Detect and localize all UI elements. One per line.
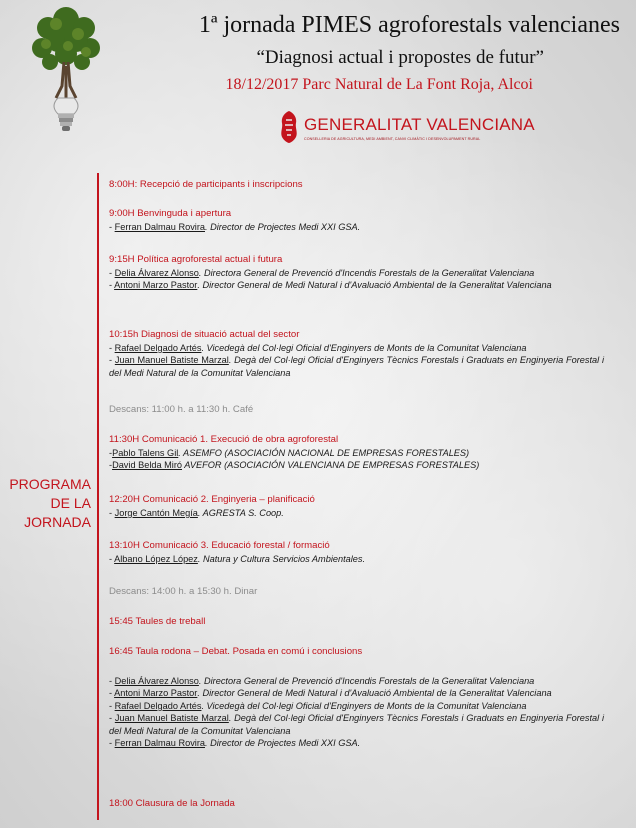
speaker-role: . Degà del Col·legi Oficial d'Enginyers Tècnics Forestals i Graduats en Enginyeria Forestal i del Medi Natural de la Comunitat Valenciana — [109, 713, 604, 736]
section-title: 15:45 Taules de treball — [109, 616, 206, 627]
speaker-name: Rafael Delgado Artés — [114, 343, 202, 353]
speaker-role: . Director de Projectes Medi XXI GSA. — [205, 738, 361, 749]
section-title: 12:20H Comunicació 2. Enginyeria – planificació — [109, 494, 315, 505]
speaker-line: - Albano López López. Natura y Cultura Servicios Ambientales. — [109, 554, 366, 564]
section-title: 8:00H: Recepció de participants i inscripcions — [109, 179, 303, 190]
speaker-name: Delia Álvarez Alonso — [114, 676, 199, 686]
speaker-line: - Juan Manuel Batiste Marzal. Degà del Col·legi Oficial d'Enginyers Tècnics Forestals i Graduats en Enginyeria Forestal i del Medi Natural de la Comunitat Valenciana — [109, 713, 604, 736]
speaker-name: Delia Álvarez Alonso — [114, 268, 199, 278]
speaker-role: . Director General de Medi Natural i d'Avaluació Ambiental de la Generalitat Valenciana — [197, 280, 552, 291]
section-title: 16:45 Taula rodona – Debat. Posada en comú i conclusions — [109, 646, 363, 657]
speaker-name: Antoni Marzo Pastor — [114, 688, 198, 699]
speaker-line: - Ferran Dalmau Rovira. Director de Projectes Medi XXI GSA. — [109, 738, 361, 749]
section-title: 13:10H Comunicació 3. Educació forestal / formació — [109, 540, 330, 551]
speaker-line: -Pablo Talens Gil. ASEMFO (ASOCIACIÓN NACIONAL DE EMPRESAS FORESTALES) — [109, 448, 470, 458]
program-section — [109, 207, 604, 233]
speaker-line: - Rafael Delgado Artés. Vicedegà del Col·legi Oficial d'Enginyers de Monts de la Comunitat Valenciana — [109, 343, 527, 353]
section-title: 9:00H Benvinguda i apertura — [109, 208, 232, 219]
speaker-line: - Delia Álvarez Alonso. Directora General de Prevenció d'Incendis Forestals de la Generalitat Valenciana — [109, 676, 535, 686]
program-section — [109, 433, 604, 472]
speaker-role: . Directora General de Prevenció d'Incendis Forestals de la Generalitat Valenciana — [198, 268, 535, 278]
speaker-line: - Jorge Cantón Megía. AGRESTA S. Coop. — [109, 508, 284, 518]
speaker-name: Juan Manuel Batiste Marzal — [114, 713, 229, 724]
speaker-role: . Vicedegà del Col·legi Oficial d'Enginyers de Monts de la Comunitat Valenciana — [201, 700, 527, 711]
speaker-name: Rafael Delgado Artés — [114, 700, 202, 711]
speaker-name: Ferran Dalmau Rovira — [114, 738, 205, 749]
program-section — [109, 539, 604, 565]
program-divider-line — [97, 173, 99, 820]
speaker-line: - Delia Álvarez Alonso. Directora General de Prevenció d'Incendis Forestals de la Generalitat Valenciana — [109, 268, 535, 278]
program-break — [109, 403, 604, 417]
speaker-name: Albano López López — [114, 554, 198, 564]
program-section — [109, 178, 604, 192]
program-section — [109, 493, 604, 519]
side-label-line: DE LA — [50, 495, 91, 511]
speaker-role: . Directora General de Prevenció d'Incendis Forestals de la Generalitat Valenciana — [198, 676, 535, 686]
section-title: 18:00 Clausura de la Jornada — [109, 798, 235, 809]
speaker-line: -David Belda Miró AVEFOR (ASOCIACIÓN VALENCIANA DE EMPRESAS FORESTALES) — [109, 460, 480, 471]
event-date-place: 18/12/2017 Parc Natural de La Font Roja, Alcoi — [225, 76, 533, 93]
speaker-name: Jorge Cantón Megía — [114, 508, 198, 518]
event-title: 1ª jornada PIMES agroforestals valencianes — [198, 12, 620, 38]
tree-lightbulb-icon — [28, 6, 104, 144]
section-title: 10:15h Diagnosi de situació actual del sector — [109, 329, 300, 340]
speaker-name: David Belda Miró — [112, 460, 183, 471]
program-section — [109, 253, 604, 292]
speaker-line: - Antoni Marzo Pastor. Director General de Medi Natural i d'Avaluació Ambiental de la Generalitat Valenciana — [109, 688, 552, 699]
speaker-role: . Vicedegà del Col·legi Oficial d'Enginyers de Monts de la Comunitat Valenciana — [201, 343, 527, 353]
speaker-line: - Antoni Marzo Pastor. Director General de Medi Natural i d'Avaluació Ambiental de la Generalitat Valenciana — [109, 280, 552, 291]
section-title: Descans: 14:00 h. a 15:30 h. Dinar — [109, 586, 258, 597]
generalitat-logo — [278, 110, 535, 156]
side-label-line: PROGRAMA — [9, 476, 91, 492]
speaker-role: . ASEMFO (ASOCIACIÓN NACIONAL DE EMPRESAS FORESTALES) — [178, 448, 470, 458]
section-title: 11:30H Comunicació 1. Execució de obra agroforestal — [109, 434, 339, 445]
speaker-line: - Rafael Delgado Artés. Vicedegà del Col·legi Oficial d'Enginyers de Monts de la Comunitat Valenciana — [109, 700, 527, 711]
generalitat-subline: CONSELLERIA DE AGRICULTURA, MEDI AMBIENT, CANVI CLIMÀTIC I DESENVOLUPAMENT RURAL — [304, 137, 481, 141]
program-section — [109, 797, 604, 811]
speaker-role: . Natura y Cultura Servicios Ambientales. — [197, 554, 366, 564]
program-section — [109, 615, 604, 629]
side-label-line: JORNADA — [24, 514, 91, 530]
speaker-role: . Director de Projectes Medi XXI GSA. — [205, 222, 361, 232]
section-title: 9:15H Política agroforestal actual i futura — [109, 254, 283, 265]
speaker-role: . Degà del Col·legi Oficial d'Enginyers Tècnics Forestals i Graduats en Enginyeria Forestal i del Medi Natural de la Comunitat Valenciana — [109, 355, 604, 378]
speaker-name: Pablo Talens Gil — [112, 448, 179, 458]
speaker-line: - Juan Manuel Batiste Marzal. Degà del Col·legi Oficial d'Enginyers Tècnics Forestals i Graduats en Enginyeria Forestal i del Medi Natural de la Comunitat Valenciana — [109, 355, 604, 378]
event-subtitle: “Diagnosi actual i propostes de futur” — [256, 47, 544, 68]
program-break — [109, 585, 604, 599]
speaker-line: - Ferran Dalmau Rovira. Director de Projectes Medi XXI GSA. — [109, 222, 361, 232]
section-title: Descans: 11:00 h. a 11:30 h. Café — [109, 404, 254, 415]
generalitat-shield-icon — [278, 110, 300, 144]
speaker-name: Ferran Dalmau Rovira — [114, 222, 205, 232]
program-section — [109, 675, 604, 749]
speaker-role: . Director General de Medi Natural i d'Avaluació Ambiental de la Generalitat Valenciana — [197, 688, 552, 699]
generalitat-name: GENERALITAT VALENCIANA — [304, 115, 535, 134]
speaker-role: . AGRESTA S. Coop. — [197, 508, 284, 518]
speaker-role: AVEFOR (ASOCIACIÓN VALENCIANA DE EMPRESAS FORESTALES) — [182, 460, 480, 471]
speaker-name: Antoni Marzo Pastor — [114, 280, 198, 291]
program-section — [109, 328, 604, 379]
program-section — [109, 645, 604, 659]
speaker-name: Juan Manuel Batiste Marzal — [114, 355, 229, 366]
program-side-label — [0, 475, 91, 532]
